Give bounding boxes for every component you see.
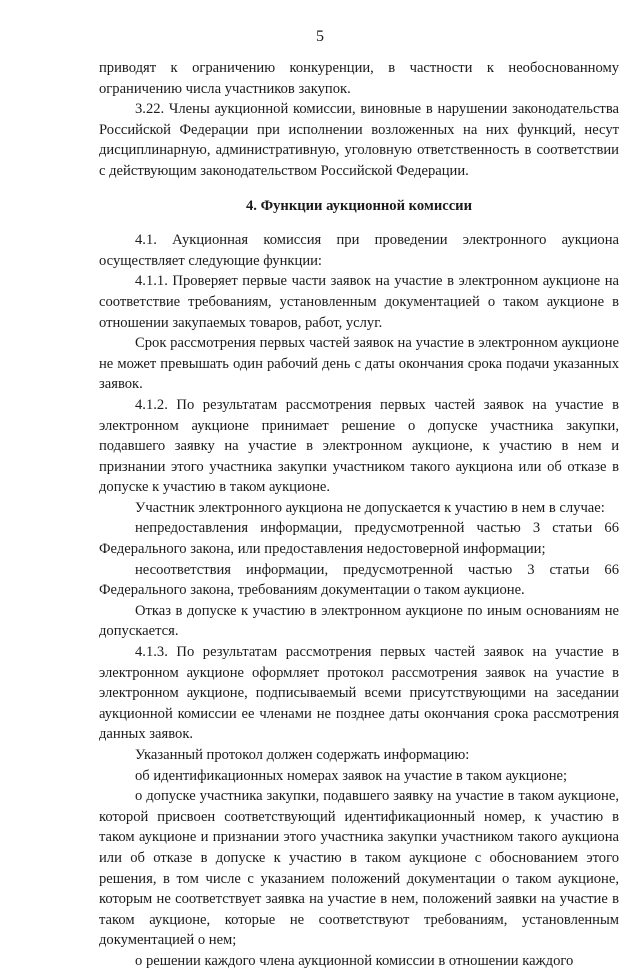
paragraph-no-information: непредоставления информации, предусмотренной частью 3 статьи 66 Федерального закона, или предоставления недостоверной информации; bbox=[99, 520, 619, 558]
paragraph-refusal-other: Отказ в допуске к участию в электронном аукционе по иным основаниям не допускается. bbox=[99, 602, 619, 640]
paragraph-3-22: 3.22. Члены аукционной комиссии, виновные в нарушении законодательства Российской Федерации при исполнении возложенных на них функций, несут дисциплинарную, административную, уголовную ответственность в соответствии с действующим законодательством Российской Федерации. bbox=[99, 101, 619, 179]
page-number: 5 bbox=[316, 28, 324, 45]
paragraph-id-numbers: об идентификационных номерах заявок на участие в таком аукционе; bbox=[135, 767, 568, 784]
paragraph-member-decision: о решении каждого члена аукционной комиссии в отношении каждого bbox=[135, 952, 574, 969]
paragraph-protocol-info: Указанный протокол должен содержать информацию: bbox=[135, 747, 470, 763]
paragraph-4-1-1: 4.1.1. Проверяет первые части заявок на участие в электронном аукционе на соответствие требованиям, установленным документацией о таком аукционе в отношении закупаемых товаров, работ, услуг. bbox=[99, 273, 619, 331]
paragraph-4-1-2: 4.1.2. По результатам рассмотрения первых частей заявок на участие в электронном аукционе принимает решение о допуске участника закупки, подавшего заявку на участие в электронном аукционе, к участию в нем и признании этого участника закупки участником такого аукциона или об отказе в допуске к участию в таком аукционе. bbox=[99, 396, 619, 496]
paragraph-4-1: 4.1. Аукционная комиссия при проведении электронного аукциона осуществляет следующие функции: bbox=[99, 232, 619, 269]
paragraph-admission: о допуске участника закупки, подавшего заявку на участие в таком аукционе, которой присвоен соответствующий идентификационный номер, к участию в таком аукционе и признании этого участника закупки участником такого аукциона или об отказе в допуске к участию в таком аукционе с обоснованием этого решения, в том числе с указанием положений документации о таком аукционе, которым не соответствует заявка на участие в нем, положений заявки на участие в таком аукционе, которые не соответствуют требованиям, установленным документацией о нем; bbox=[99, 788, 619, 949]
section-heading: 4. Функции аукционной комиссии bbox=[245, 197, 473, 214]
paragraph-4-1-3: 4.1.3. По результатам рассмотрения первых частей заявок на участие в электронном аукционе оформляет протокол рассмотрения заявок на участие в электронном аукционе, подписываемый всеми присутствующими на заседании аукционной комиссии ее членами не позднее даты окончания срока рассмотрения данных заявок. bbox=[99, 644, 619, 743]
paragraph-review-period: Срок рассмотрения первых частей заявок на участие в электронном аукционе не может превышать один рабочий день с даты окончания срока подачи указанных заявок. bbox=[99, 335, 619, 393]
paragraph-non-compliance: несоответствия информации, предусмотренной частью 3 статьи 66 Федерального закона, требованиям документации о таком аукционе. bbox=[99, 561, 619, 599]
paragraph-continuation: приводят к ограничению конкуренции, в частности к необоснованному ограничению числа участников закупок. bbox=[99, 60, 619, 97]
document-body bbox=[99, 58, 619, 972]
paragraph-not-admitted: Участник электронного аукциона не допускается к участию в нем в случае: bbox=[135, 499, 605, 516]
